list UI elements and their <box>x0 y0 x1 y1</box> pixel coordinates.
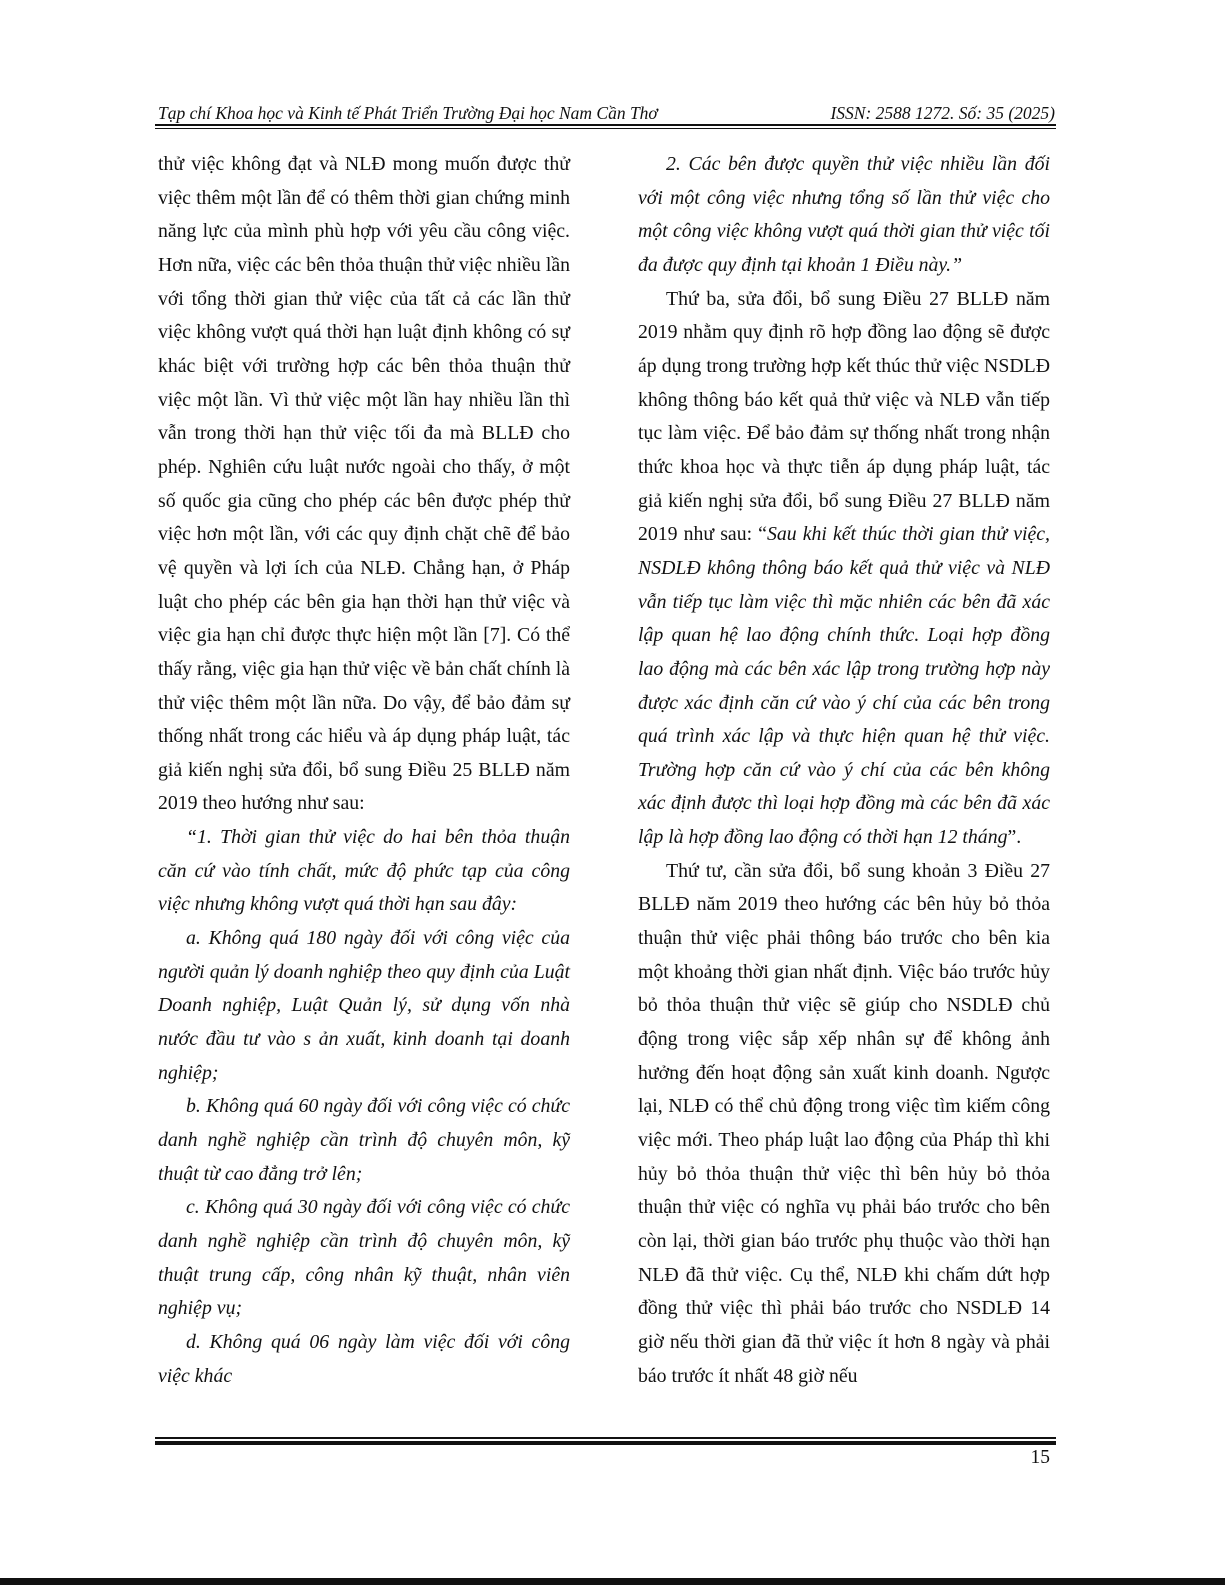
header-rule-thin <box>155 128 1056 129</box>
scan-edge <box>0 1578 1225 1585</box>
left-column <box>158 148 570 1393</box>
paragraph-item-a: a. Không quá 180 ngày đối với công việc của người quản lý doanh nghiệp theo quy định của Luật Doanh nghiệp, Luật Quản lý, sử dụng vốn nhà nước đầu tư vào s ản xuất, kinh doanh tại doanh nghiệp; <box>158 927 570 1084</box>
footer-rule-thin <box>155 1437 1056 1439</box>
paragraph-item-2: 2. Các bên được quyền thử việc nhiều lần đối với một công việc nhưng tổng số lần thử việc cho một công việc không vượt quá thời gian thử việc tối đa được quy định tại khoản 1 Điều này.” <box>638 153 1050 276</box>
paragraph <box>638 283 1050 855</box>
paragraph-item-c: c. Không quá 30 ngày đối với công việc có chức danh nghề nghiệp cần trình độ chuyên môn, kỹ thuật trung cấp, công nhân kỹ thuật, nhân viên nghiệp vụ; <box>158 1196 570 1320</box>
closing-quote: ”. <box>1007 826 1022 849</box>
paragraph: Thứ tư, cần sửa đổi, bổ sung khoản 3 Điều 27 BLLĐ năm 2019 theo hướng các bên hủy bỏ thỏa thuận thử việc phải thông báo trước cho bên kia một khoảng thời gian nhất định. Việc báo trước hủy bỏ thỏa thuận thử việc sẽ giúp cho NSDLĐ chủ động trong việc sắp xếp nhân sự để không ảnh hưởng đến hoạt động sản xuất kinh doanh. Ngược lại, NLĐ có thể chủ động trong việc tìm kiếm công việc mới. Theo pháp luật lao động của Pháp thì khi hủy bỏ thỏa thuận thử việc thì bên hủy bỏ thỏa thuận thử việc có nghĩa vụ phải báo trước cho bên còn lại, thời gian báo trước phụ thuộc vào thời hạn NLĐ đã thử việc. Cụ thể, NLĐ khi chấm dứt hợp đồng thử việc thì phải báo trước cho NSDLĐ 14 giờ nếu thời gian đã thử việc ít hơn 8 ngày và phải báo trước ít nhất 48 giờ nếu <box>638 859 1050 1387</box>
paragraph-item-b: b. Không quá 60 ngày đối với công việc có chức danh nghề nghiệp cần trình độ chuyên môn, kỹ thuật từ cao đẳng trở lên; <box>158 1095 570 1185</box>
footer-rule <box>155 1441 1056 1445</box>
issn-issue: ISSN: 2588 1272. Số: 35 (2025) <box>830 103 1055 123</box>
page-number: 15 <box>1030 1447 1050 1468</box>
right-column <box>638 148 1050 1393</box>
proposed-text: Sau khi kết thúc thời gian thử việc, NSDLĐ không thông báo kết quả thử việc và NLĐ vẫn tiếp tục làm việc thì mặc nhiên các bên đã xác lập quan hệ lao động chính thức. Loại hợp đồng lao động mà các bên xác lập trong trường hợp này được xác định căn cứ vào ý chí của các bên trong quá trình xác lập và thực hiện quan hệ thử việc. Trường hợp căn cứ vào ý chí của các bên không xác định được thì loại hợp đồng mà các bên đã xác lập là hợp đồng lao động có thời hạn 12 tháng <box>638 523 1051 849</box>
header-rule <box>155 124 1056 126</box>
journal-title: Tạp chí Khoa học và Kinh tế Phát Triển Trường Đại học Nam Cần Thơ <box>158 103 658 123</box>
paragraph-item-d: d. Không quá 06 ngày làm việc đối với công việc khác <box>158 1330 570 1387</box>
paragraph: thử việc không đạt và NLĐ mong muốn được thử việc thêm một lần để có thêm thời gian chứng minh năng lực của mình phù hợp với yêu cầu công việc. Hơn nữa, việc các bên thỏa thuận thử việc nhiều lần với tổng thời gian thử việc của tất cả các lần thử việc không vượt quá thời hạn luật định không có sự khác biệt với trường hợp các bên thỏa thuận thử việc một lần. Vì thử việc một lần hay nhiều lần thì vẫn trong thời hạn thử việc tối đa mà BLLĐ cho phép. Nghiên cứu luật nước ngoài cho thấy, ở một số quốc gia cũng cho phép các bên được phép thử việc hơn một lần, với các quy định chặt chẽ để bảo vệ quyền và lợi ích của NLĐ. Chẳng hạn, ở Pháp luật cho phép các bên gia hạn thời hạn thử việc và việc gia hạn chỉ được thực hiện một lần [7]. Có thể thấy rằng, việc gia hạn thử việc về bản chất chính là thử việc thêm một lần nữa. Do vậy, để bảo đảm sự thống nhất trong các hiểu và áp dụng pháp luật, tác giả kiến nghị sửa đổi, bổ sung Điều 25 BLLĐ năm 2019 theo hướng như sau: <box>158 153 570 815</box>
paragraph-quote: “1. Thời gian thử việc do hai bên thỏa thuận căn cứ vào tính chất, mức độ phức tạp của công việc nhưng không vượt quá thời hạn sau đây: <box>158 826 570 916</box>
paragraph-text: Thứ ba, sửa đổi, bổ sung Điều 27 BLLĐ năm 2019 nhằm quy định rõ hợp đồng lao động sẽ được áp dụng trong trường hợp kết thúc thử việc NSDLĐ không thông báo kết quả thử việc và NLĐ vẫn tiếp tục làm việc. Để bảo đảm sự thống nhất trong nhận thức khoa học và thực tiễn áp dụng pháp luật, tác giả kiến nghị sửa đổi, bổ sung Điều 27 BLLĐ năm 2019 như sau: “ <box>638 287 1050 546</box>
